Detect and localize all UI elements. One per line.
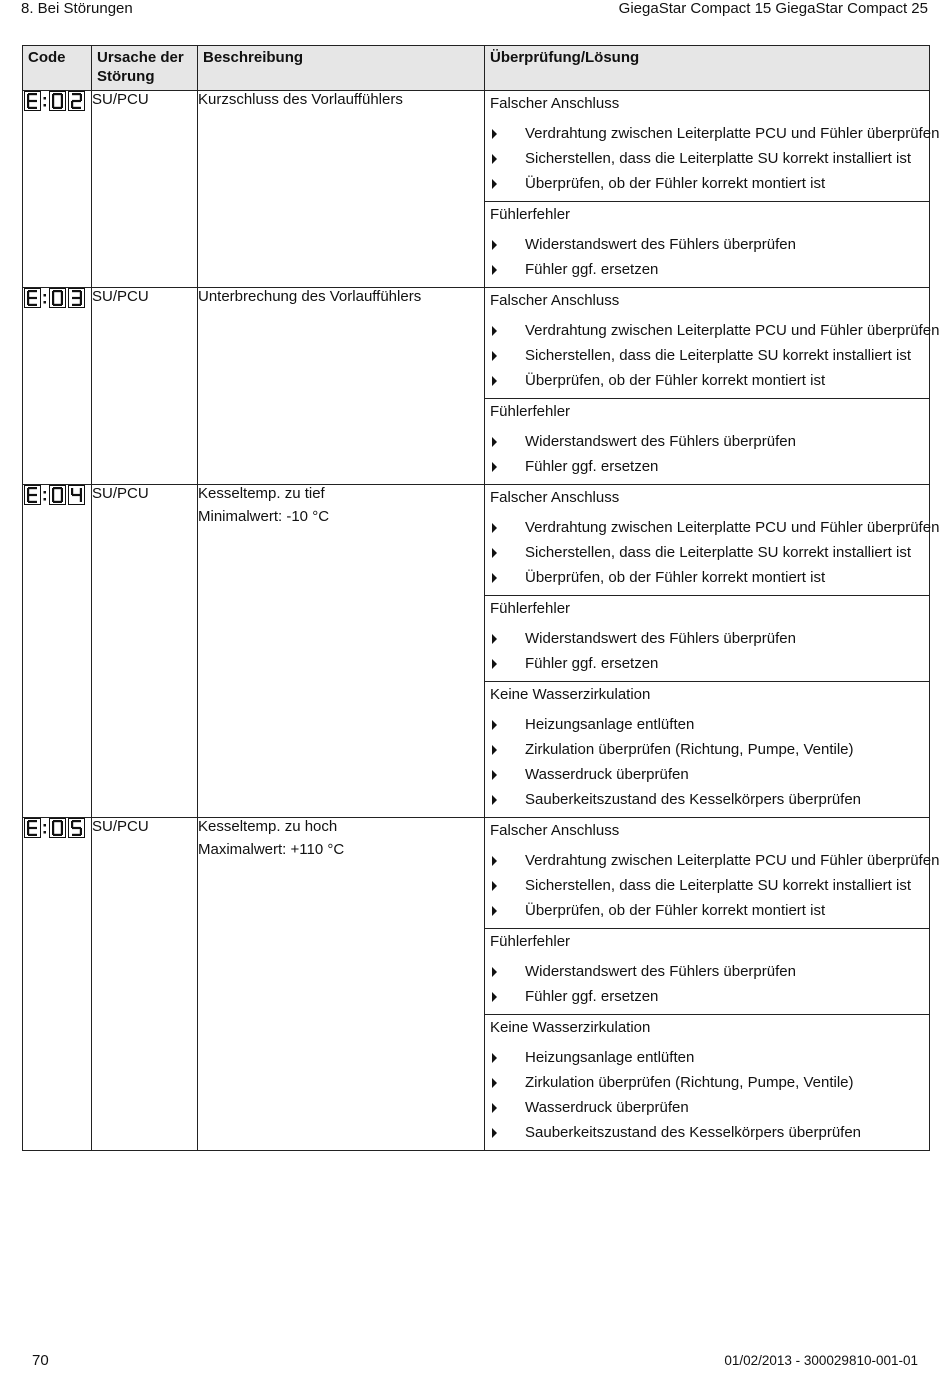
solution-item	[485, 851, 940, 870]
solution-item	[485, 457, 929, 476]
solution-item-text: Widerstandswert des Fühlers überprüfen	[525, 433, 796, 450]
solution-item-text: Zirkulation überprüfen (Richtung, Pumpe, Ventile)	[525, 741, 854, 758]
bullet-arrow-icon	[492, 351, 497, 361]
solution-item-text: Widerstandswert des Fühlers überprüfen	[525, 963, 796, 980]
description-line: Kurzschluss des Vorlauffühlers	[198, 91, 403, 108]
bullet-arrow-icon	[492, 856, 497, 866]
solution-item	[485, 1098, 929, 1117]
solution-item	[485, 740, 929, 759]
fault-code-display	[23, 91, 86, 111]
code-digit-box	[24, 485, 41, 505]
bullet-arrow-icon	[492, 573, 497, 583]
cell-description	[198, 818, 485, 1151]
solution-item-text: Wasserdruck überprüfen	[525, 766, 689, 783]
solution-list	[485, 1038, 929, 1150]
solution-item	[485, 174, 929, 193]
cell-solution	[485, 485, 940, 818]
solution-item-text: Sicherstellen, dass die Leiterplatte SU korrekt installiert ist	[525, 544, 912, 561]
code-digit	[70, 289, 83, 307]
solution-item-text: Fühler ggf. ersetzen	[525, 655, 659, 672]
code-digit-box	[68, 485, 85, 505]
solution-item-text: Überprüfen, ob der Fühler korrekt montiert ist	[525, 372, 826, 389]
solution-item-text: Widerstandswert des Fühlers überprüfen	[525, 630, 796, 647]
solution-block	[485, 485, 940, 596]
solution-block	[485, 682, 929, 817]
solution-item	[485, 568, 929, 587]
cell-cause: SU/PCU	[92, 91, 198, 288]
solution-item	[485, 1073, 929, 1092]
cell-solution	[485, 91, 940, 288]
solution-item-text: Sauberkeitszustand des Kesselkörpers überprüfen	[525, 1124, 862, 1141]
bullet-arrow-icon	[492, 523, 497, 533]
solution-item	[485, 1123, 929, 1142]
solution-item	[485, 1048, 929, 1067]
solution-title: Falscher Anschluss	[490, 292, 620, 309]
section-title: 8. Bei Störungen	[21, 0, 133, 17]
solution-item-text: Sauberkeitszustand des Kesselkörpers überprüfen	[525, 791, 862, 808]
description-line: Kesseltemp. zu hoch	[198, 818, 338, 835]
bullet-arrow-icon	[492, 967, 497, 977]
solution-list	[485, 952, 929, 1014]
solution-title: Fühlerfehler	[490, 933, 571, 950]
column-header-cause: Ursache der Störung	[92, 46, 198, 91]
solution-item	[485, 432, 929, 451]
solution-block	[485, 399, 929, 484]
solution-item	[485, 765, 929, 784]
solution-item	[485, 235, 929, 254]
code-colon	[42, 486, 48, 504]
description-line: Minimalwert: -10 °C	[198, 508, 330, 525]
fault-code-display	[23, 818, 86, 838]
solution-block	[485, 1015, 929, 1150]
solution-item-text: Verdrahtung zwischen Leiterplatte PCU und Fühler überprüfen	[525, 519, 940, 536]
bullet-arrow-icon	[492, 154, 497, 164]
solution-list	[485, 422, 929, 484]
solution-item-text: Verdrahtung zwischen Leiterplatte PCU und Fühler überprüfen	[525, 852, 940, 869]
code-digit-box	[49, 288, 66, 308]
solution-item-text: Überprüfen, ob der Fühler korrekt montiert ist	[525, 902, 826, 919]
document-reference: 01/02/2013 - 300029810-001-01	[724, 1353, 918, 1368]
code-digit	[26, 486, 39, 504]
solution-list	[485, 705, 929, 817]
table-row	[23, 485, 930, 818]
bullet-arrow-icon	[492, 462, 497, 472]
code-digit	[51, 92, 64, 110]
code-digit-box	[68, 818, 85, 838]
bullet-arrow-icon	[492, 992, 497, 1002]
model-name: GiegaStar Compact 15 GiegaStar Compact 25	[618, 0, 928, 17]
solution-item-text: Sicherstellen, dass die Leiterplatte SU korrekt installiert ist	[525, 877, 912, 894]
solution-item-text: Verdrahtung zwischen Leiterplatte PCU und Fühler überprüfen	[525, 322, 940, 339]
bullet-arrow-icon	[492, 240, 497, 250]
solution-item	[485, 987, 929, 1006]
fault-code-display	[23, 288, 86, 308]
cell-solution	[485, 818, 940, 1151]
bullet-arrow-icon	[492, 1053, 497, 1063]
code-digit	[26, 92, 39, 110]
solution-item-text: Heizungsanlage entlüften	[525, 1049, 695, 1066]
code-digit	[26, 819, 39, 837]
table-row	[23, 91, 930, 288]
cell-code	[23, 91, 92, 288]
code-digit-box	[68, 288, 85, 308]
solution-block	[485, 929, 929, 1015]
solution-title: Falscher Anschluss	[490, 95, 620, 112]
code-digit-box	[24, 288, 41, 308]
column-header-code: Code	[23, 46, 92, 91]
solution-item-text: Sicherstellen, dass die Leiterplatte SU korrekt installiert ist	[525, 150, 912, 167]
solution-item	[485, 124, 940, 143]
code-digit-box	[49, 485, 66, 505]
solution-list	[485, 311, 940, 398]
solution-block	[485, 818, 940, 929]
bullet-arrow-icon	[492, 659, 497, 669]
code-digit	[70, 819, 83, 837]
bullet-arrow-icon	[492, 1103, 497, 1113]
cell-description	[198, 91, 485, 288]
bullet-arrow-icon	[492, 1078, 497, 1088]
code-digit-box	[24, 818, 41, 838]
description-line: Kesseltemp. zu tief	[198, 485, 325, 502]
solution-item	[485, 654, 929, 673]
solution-item	[485, 901, 929, 920]
solution-list	[485, 114, 940, 201]
solution-item-text: Verdrahtung zwischen Leiterplatte PCU und Fühler überprüfen	[525, 125, 940, 142]
solution-list	[485, 619, 929, 681]
description-line: Unterbrechung des Vorlauffühlers	[198, 288, 422, 305]
solution-item-text: Überprüfen, ob der Fühler korrekt montiert ist	[525, 175, 826, 192]
cell-cause: SU/PCU	[92, 818, 198, 1151]
cell-description	[198, 485, 485, 818]
code-colon	[42, 819, 48, 837]
solution-item-text: Widerstandswert des Fühlers überprüfen	[525, 236, 796, 253]
code-digit-box	[49, 91, 66, 111]
solution-item	[485, 321, 940, 340]
table-header-row	[23, 46, 930, 91]
bullet-arrow-icon	[492, 326, 497, 336]
bullet-arrow-icon	[492, 906, 497, 916]
cell-code	[23, 818, 92, 1151]
cell-code	[23, 288, 92, 485]
bullet-arrow-icon	[492, 179, 497, 189]
solution-item	[485, 876, 929, 895]
bullet-arrow-icon	[492, 745, 497, 755]
cell-cause: SU/PCU	[92, 485, 198, 818]
code-digit-box	[68, 91, 85, 111]
bullet-arrow-icon	[492, 770, 497, 780]
cell-code	[23, 485, 92, 818]
solution-title: Fühlerfehler	[490, 600, 571, 617]
bullet-arrow-icon	[492, 548, 497, 558]
code-digit	[26, 289, 39, 307]
solution-title: Keine Wasserzirkulation	[490, 686, 651, 703]
solution-title: Falscher Anschluss	[490, 489, 620, 506]
solution-block	[485, 202, 929, 287]
code-digit	[51, 289, 64, 307]
bullet-arrow-icon	[492, 881, 497, 891]
bullet-arrow-icon	[492, 795, 497, 805]
table-row	[23, 818, 930, 1151]
code-digit-box	[24, 91, 41, 111]
bullet-arrow-icon	[492, 720, 497, 730]
code-digit	[70, 92, 83, 110]
code-digit	[51, 819, 64, 837]
bullet-arrow-icon	[492, 265, 497, 275]
solution-list	[485, 841, 940, 928]
solution-item	[485, 962, 929, 981]
solution-item-text: Zirkulation überprüfen (Richtung, Pumpe, Ventile)	[525, 1074, 854, 1091]
code-digit	[51, 486, 64, 504]
solution-item-text: Wasserdruck überprüfen	[525, 1099, 689, 1116]
page-number: 70	[32, 1352, 49, 1369]
solution-item	[485, 260, 929, 279]
code-colon	[42, 92, 48, 110]
solution-item	[485, 629, 929, 648]
solution-item-text: Heizungsanlage entlüften	[525, 716, 695, 733]
solution-item	[485, 371, 929, 390]
solution-title: Fühlerfehler	[490, 403, 571, 420]
solution-item	[485, 518, 940, 537]
solution-item	[485, 790, 929, 809]
code-digit-box	[49, 818, 66, 838]
solution-list	[485, 225, 929, 287]
cell-solution	[485, 288, 940, 485]
code-digit	[70, 486, 83, 504]
code-colon	[42, 289, 48, 307]
table-row	[23, 288, 930, 485]
column-header-description: Beschreibung	[198, 46, 485, 91]
solution-title: Keine Wasserzirkulation	[490, 1019, 651, 1036]
solution-block	[485, 288, 940, 399]
bullet-arrow-icon	[492, 634, 497, 644]
solution-item	[485, 543, 929, 562]
cell-cause: SU/PCU	[92, 288, 198, 485]
fault-code-display	[23, 485, 86, 505]
bullet-arrow-icon	[492, 376, 497, 386]
bullet-arrow-icon	[492, 129, 497, 139]
solution-item	[485, 149, 929, 168]
description-line: Maximalwert: +110 °C	[198, 841, 345, 858]
solution-item	[485, 715, 929, 734]
solution-item-text: Fühler ggf. ersetzen	[525, 988, 659, 1005]
cell-description	[198, 288, 485, 485]
bullet-arrow-icon	[492, 437, 497, 447]
solution-item	[485, 346, 929, 365]
bullet-arrow-icon	[492, 1128, 497, 1138]
solution-item-text: Sicherstellen, dass die Leiterplatte SU korrekt installiert ist	[525, 347, 912, 364]
fault-table	[22, 45, 940, 1151]
solution-list	[485, 508, 940, 595]
solution-item-text: Fühler ggf. ersetzen	[525, 458, 659, 475]
solution-title: Falscher Anschluss	[490, 822, 620, 839]
solution-block	[485, 596, 929, 682]
solution-block	[485, 91, 940, 202]
fault-table-body	[23, 91, 940, 1151]
solution-item-text: Überprüfen, ob der Fühler korrekt montiert ist	[525, 569, 826, 586]
column-header-solution: Überprüfung/Lösung	[485, 46, 930, 91]
solution-item-text: Fühler ggf. ersetzen	[525, 261, 659, 278]
solution-title: Fühlerfehler	[490, 206, 571, 223]
